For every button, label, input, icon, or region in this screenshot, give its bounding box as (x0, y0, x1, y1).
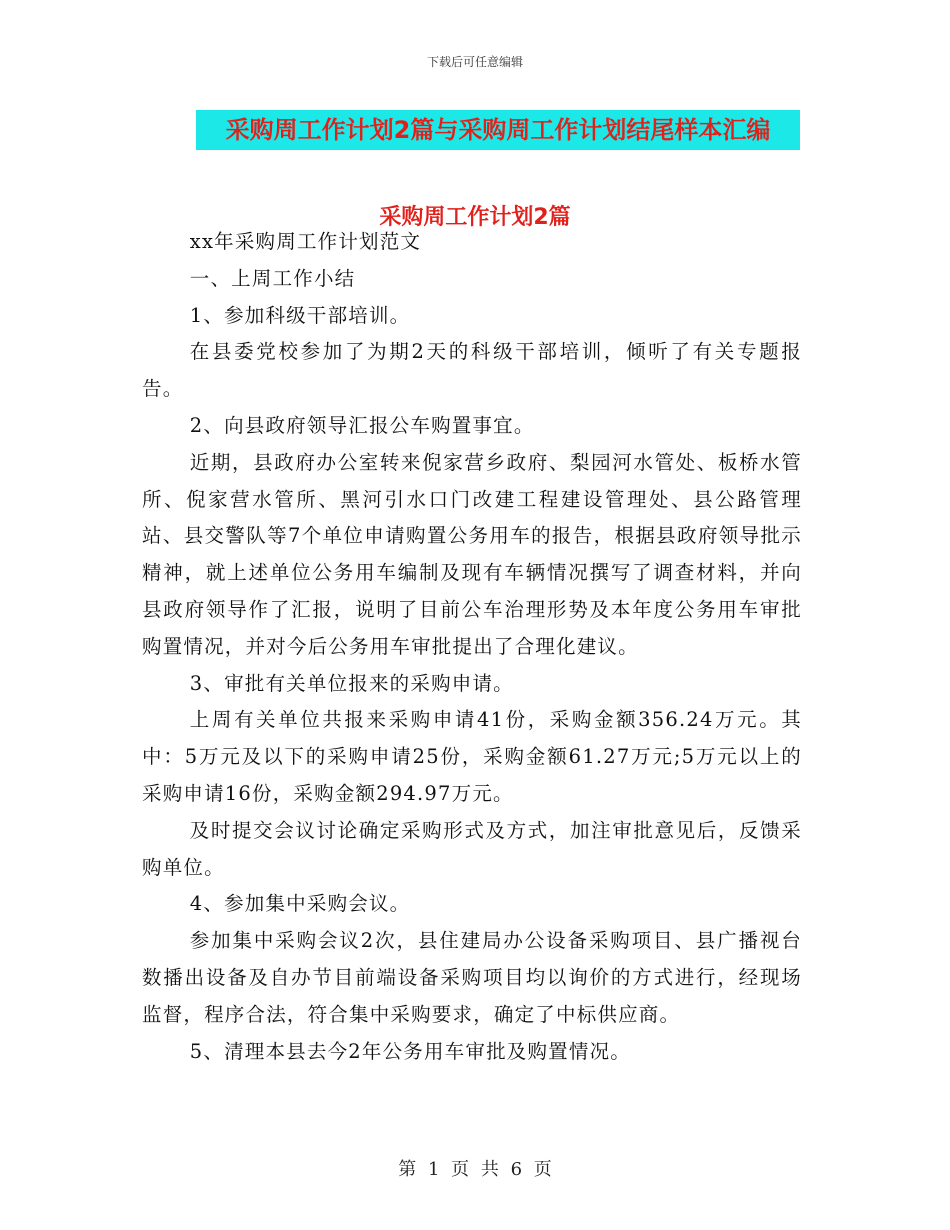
document-body (142, 220, 802, 1070)
paragraph: 在县委党校参加了为期2天的科级干部培训，倾听了有关专题报告。 (142, 340, 802, 401)
paragraph: 一、上周工作小结 (189, 266, 356, 290)
paragraph: 1、参加科级干部培训。 (189, 303, 411, 327)
paragraph: 上周有关单位共报来采购申请41份，采购金额356.24万元。其中：5万元及以下的采购申请25份，采购金额61.27万元;5万元以上的采购申请16份，采购金额294.97万元。 (142, 708, 802, 805)
paragraph: 及时提交会议讨论确定采购形式及方式，加注审批意见后，反馈采购单位。 (142, 818, 802, 879)
paragraph: xx年采购周工作计划范文 (189, 230, 422, 253)
page-header: 下载后可任意编辑 (426, 55, 523, 69)
paragraph: 近期，县政府办公室转来倪家营乡政府、梨园河水管处、板桥水管所、倪家营水管所、黑河引水口门改建工程建设管理处、县公路管理站、县交警队等7个单位申请购置公务用车的报告，根据县政府领导批示精神，就上述单位公务用车编制及现有车辆情况撰写了调查材料，并向县政府领导作了汇报，说明了目前公车治理形势及本年度公务用车审批购置情况，并对今后公务用车审批提出了合理化建议。 (142, 450, 802, 658)
paragraph: 4、参加集中采购会议。 (189, 892, 411, 916)
paragraph: 2、向县政府领导汇报公车购置事宜。 (189, 413, 535, 437)
paragraph: 参加集中采购会议2次，县住建局办公设备采购项目、县广播视台数播出设备及自办节目前端设备采购项目均以询价的方式进行，经现场监督，程序合法，符合集中采购要求，确定了中标供应商。 (142, 929, 802, 1026)
section-title: 采购周工作计划2篇 (379, 205, 571, 230)
page-number-footer: 第 1 页 共 6 页 (398, 1159, 552, 1180)
paragraph: 5、清理本县去今2年公务用车审批及购置情况。 (189, 1039, 631, 1063)
document-main-title: 采购周工作计划2篇与采购周工作计划结尾样本汇编 (196, 110, 800, 150)
paragraph: 3、审批有关单位报来的采购申请。 (189, 671, 514, 695)
